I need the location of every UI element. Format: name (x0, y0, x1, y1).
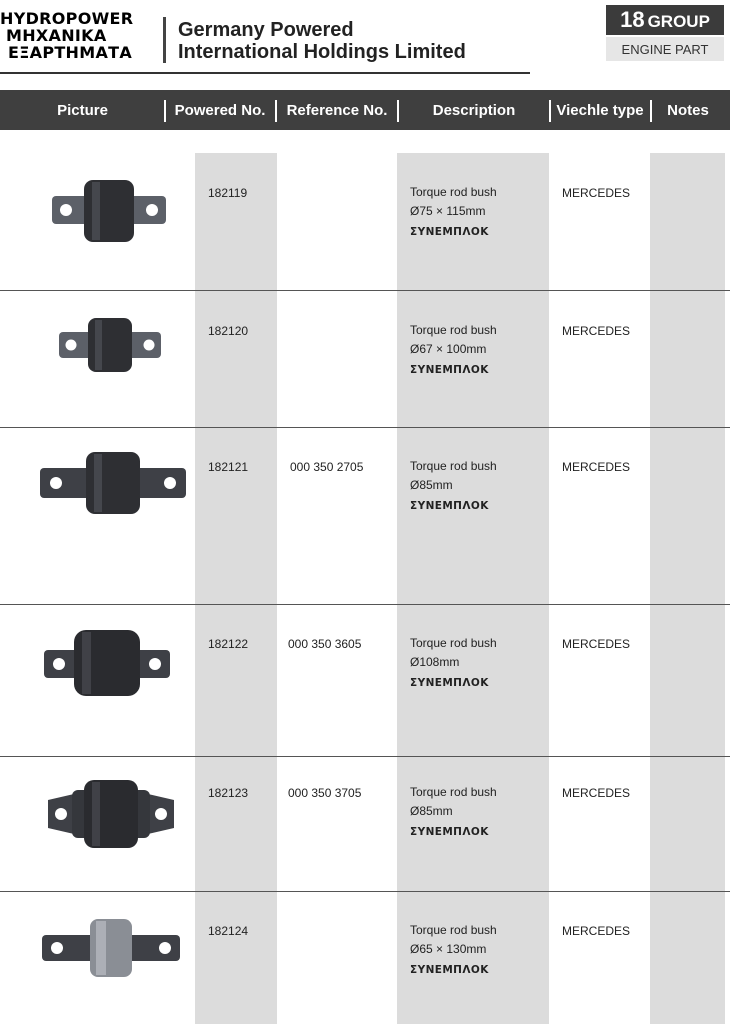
vehicle-type: MERCEDES (562, 637, 631, 651)
torque-rod-bush-icon (38, 450, 188, 516)
brand-line-3: ΕΞΑΡΤΗΜΑΤΑ (8, 43, 133, 62)
reference-number: 000 350 3705 (288, 786, 362, 800)
group-subtitle: ENGINE PART (606, 37, 724, 61)
table-header (0, 90, 730, 130)
description-greek: ΣΥΝΕΜΠΛΟΚ (410, 364, 489, 376)
torque-rod-bush-icon (40, 917, 182, 979)
description (410, 183, 497, 238)
vehicle-type: MERCEDES (562, 186, 631, 200)
torque-rod-bush-icon (44, 778, 178, 850)
vehicle-type: MERCEDES (562, 460, 631, 474)
description-greek: ΣΥΝΕΜΠΛΟΚ (410, 500, 489, 512)
description (410, 783, 497, 838)
powered-number: 182123 (208, 786, 249, 800)
description-greek: ΣΥΝΕΜΠΛΟΚ (410, 226, 489, 238)
brand-logo-text (0, 10, 160, 61)
torque-rod-bush-icon (55, 316, 165, 374)
vehicle-type: MERCEDES (562, 324, 631, 338)
description (410, 457, 497, 512)
column-header-vehicle-type: Viechle type (556, 101, 644, 119)
powered-number: 182120 (208, 324, 249, 338)
description-name: Torque rod bush (410, 785, 497, 799)
table-row (0, 891, 730, 1024)
powered-number: 182122 (208, 637, 249, 651)
table-row (0, 604, 730, 756)
column-header-description: Description (432, 101, 516, 119)
vehicle-type: MERCEDES (562, 924, 631, 938)
company-line-1: Germany Powered (178, 19, 354, 41)
brand-line-2: ΜΗΧΑΝΙΚΑ (6, 26, 107, 45)
group-label: GROUP (647, 12, 710, 31)
header-rule (0, 72, 530, 74)
description-size: Ø85mm (410, 804, 453, 818)
column-header-notes: Notes (667, 101, 709, 119)
torque-rod-bush-icon (48, 178, 170, 244)
description-size: Ø75 × 115mm (410, 204, 486, 218)
description-name: Torque rod bush (410, 636, 497, 650)
vehicle-type: MERCEDES (562, 786, 631, 800)
reference-number: 000 350 2705 (290, 460, 364, 474)
description (410, 634, 497, 689)
company-name (178, 19, 466, 63)
powered-number: 182121 (208, 460, 249, 474)
column-header-picture: Picture (57, 101, 108, 119)
description-greek: ΣΥΝΕΜΠΛΟΚ (410, 964, 489, 976)
description (410, 321, 497, 376)
group-badge (606, 5, 724, 35)
powered-number: 182124 (208, 924, 249, 938)
torque-rod-bush-icon (42, 628, 172, 698)
reference-number: 000 350 3605 (288, 637, 362, 651)
description-name: Torque rod bush (410, 459, 497, 473)
column-header-powered-no: Powered No. (174, 101, 266, 119)
description-size: Ø108mm (410, 655, 460, 669)
description-name: Torque rod bush (410, 185, 497, 199)
description-greek: ΣΥΝΕΜΠΛΟΚ (410, 826, 489, 838)
column-header-reference-no: Reference No. (286, 101, 388, 119)
table-row (0, 427, 730, 604)
group-number: 18 (620, 7, 645, 32)
description-name: Torque rod bush (410, 323, 497, 337)
description-greek: ΣΥΝΕΜΠΛΟΚ (410, 677, 489, 689)
table-row (0, 756, 730, 891)
description-name: Torque rod bush (410, 923, 497, 937)
table-row (0, 153, 730, 290)
company-line-2: International Holdings Limited (178, 41, 466, 63)
brand-line-1: HYDROPOWER (0, 9, 134, 28)
description-size: Ø67 × 100mm (410, 342, 487, 356)
description-size: Ø65 × 130mm (410, 942, 487, 956)
table-row (0, 290, 730, 427)
description-size: Ø85mm (410, 478, 453, 492)
powered-number: 182119 (208, 186, 248, 200)
header-divider (163, 17, 166, 63)
description (410, 921, 497, 976)
